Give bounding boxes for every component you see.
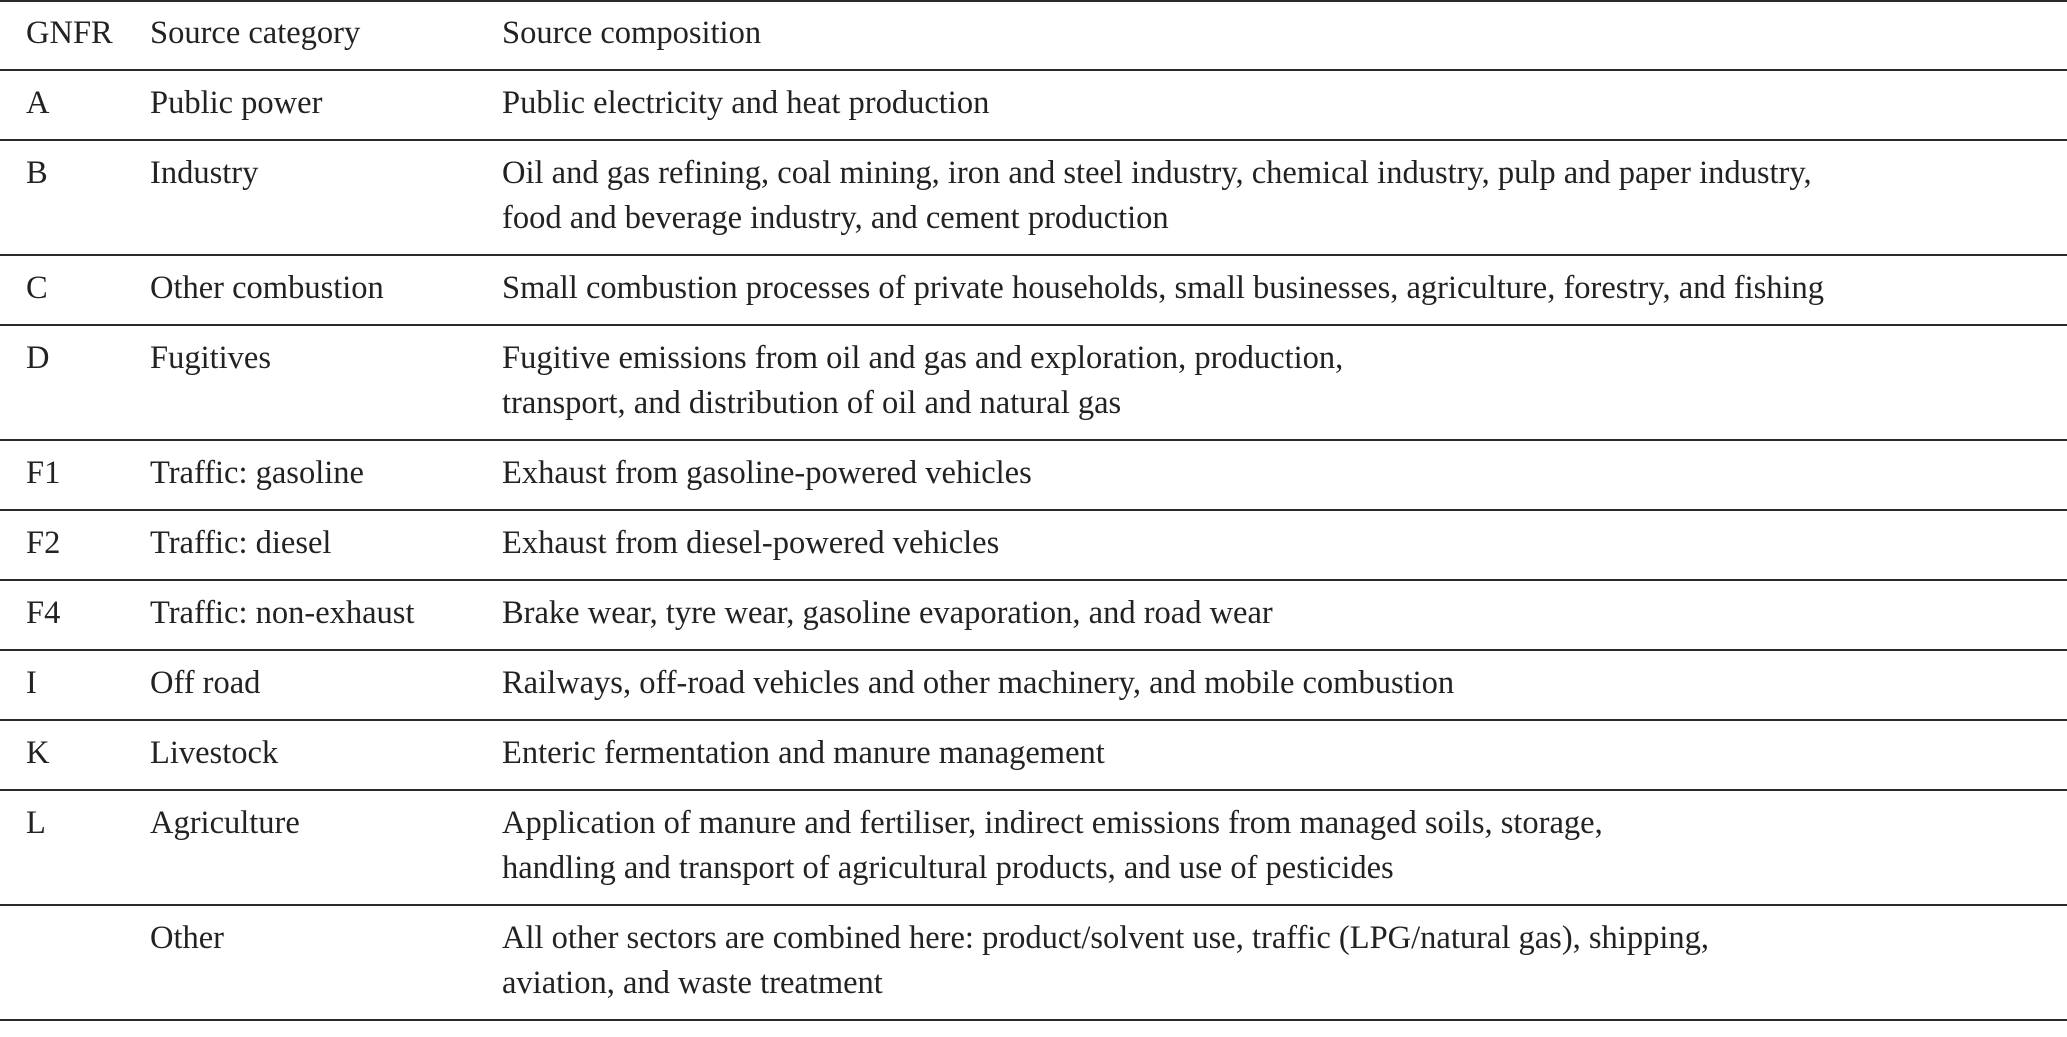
header-source-composition: Source composition [502,15,762,51]
source-category: Traffic: diesel [150,525,332,561]
composition-line: Enteric fermentation and manure management [502,735,1105,771]
table-row [0,720,2067,790]
header-source-category: Source category [150,15,361,51]
source-category: Other combustion [150,270,384,306]
source-category: Agriculture [150,805,300,841]
composition-line: Application of manure and fertiliser, indirect emissions from managed soils, storage, [502,805,1603,841]
source-category: Traffic: gasoline [150,455,364,491]
table-row [0,440,2067,510]
source-composition [502,650,2067,720]
source-category: Other [150,920,224,956]
source-composition [502,325,2067,440]
composition-line: Public electricity and heat production [502,85,990,121]
source-composition [502,255,2067,325]
table-row [0,650,2067,720]
composition-line: aviation, and waste treatment [502,965,883,1001]
table-row [0,790,2067,905]
source-composition [502,790,2067,905]
gnfr-code: I [26,665,37,701]
source-composition [502,580,2067,650]
source-category: Off road [150,665,261,701]
source-composition [502,720,2067,790]
gnfr-code: F2 [26,525,61,561]
composition-line: Small combustion processes of private households, small businesses, agriculture, forestry, and fishing [502,270,1825,306]
table-row [0,580,2067,650]
source-composition [502,510,2067,580]
composition-line: food and beverage industry, and cement production [502,200,1169,236]
source-composition [502,140,2067,255]
gnfr-code [0,905,150,1020]
composition-line: Railways, off-road vehicles and other machinery, and mobile combustion [502,665,1455,701]
gnfr-code: F4 [26,595,61,631]
gnfr-code: F1 [26,455,61,491]
composition-line: Exhaust from gasoline-powered vehicles [502,455,1032,491]
source-composition [502,70,2067,140]
table-row [0,140,2067,255]
gnfr-code: D [26,340,50,376]
table-row [0,70,2067,140]
gnfr-code: B [26,155,48,191]
gnfr-code: K [26,735,50,771]
table-row [0,255,2067,325]
gnfr-code: A [26,85,50,121]
composition-line: Brake wear, tyre wear, gasoline evaporation, and road wear [502,595,1273,631]
source-composition [502,905,2067,1020]
table-row [0,510,2067,580]
composition-line: Exhaust from diesel-powered vehicles [502,525,1000,561]
source-category: Fugitives [150,340,271,376]
table-row [0,325,2067,440]
source-category: Industry [150,155,259,191]
source-category: Livestock [150,735,279,771]
composition-line: transport, and distribution of oil and natural gas [502,385,1122,421]
source-category: Traffic: non-exhaust [150,595,415,631]
composition-line: All other sectors are combined here: product/solvent use, traffic (LPG/natural gas), shipping, [502,920,1709,956]
header-gnfr: GNFR [26,15,113,51]
source-category: Public power [150,85,323,121]
gnfr-code: C [26,270,48,306]
gnfr-code: L [26,805,46,841]
composition-line: Fugitive emissions from oil and gas and exploration, production, [502,340,1344,376]
composition-line: Oil and gas refining, coal mining, iron and steel industry, chemical industry, pulp and paper industry, [502,155,1812,191]
source-composition [502,440,2067,510]
table-row [0,905,2067,1020]
composition-line: handling and transport of agricultural products, and use of pesticides [502,850,1394,886]
table-header-row [0,1,2067,70]
